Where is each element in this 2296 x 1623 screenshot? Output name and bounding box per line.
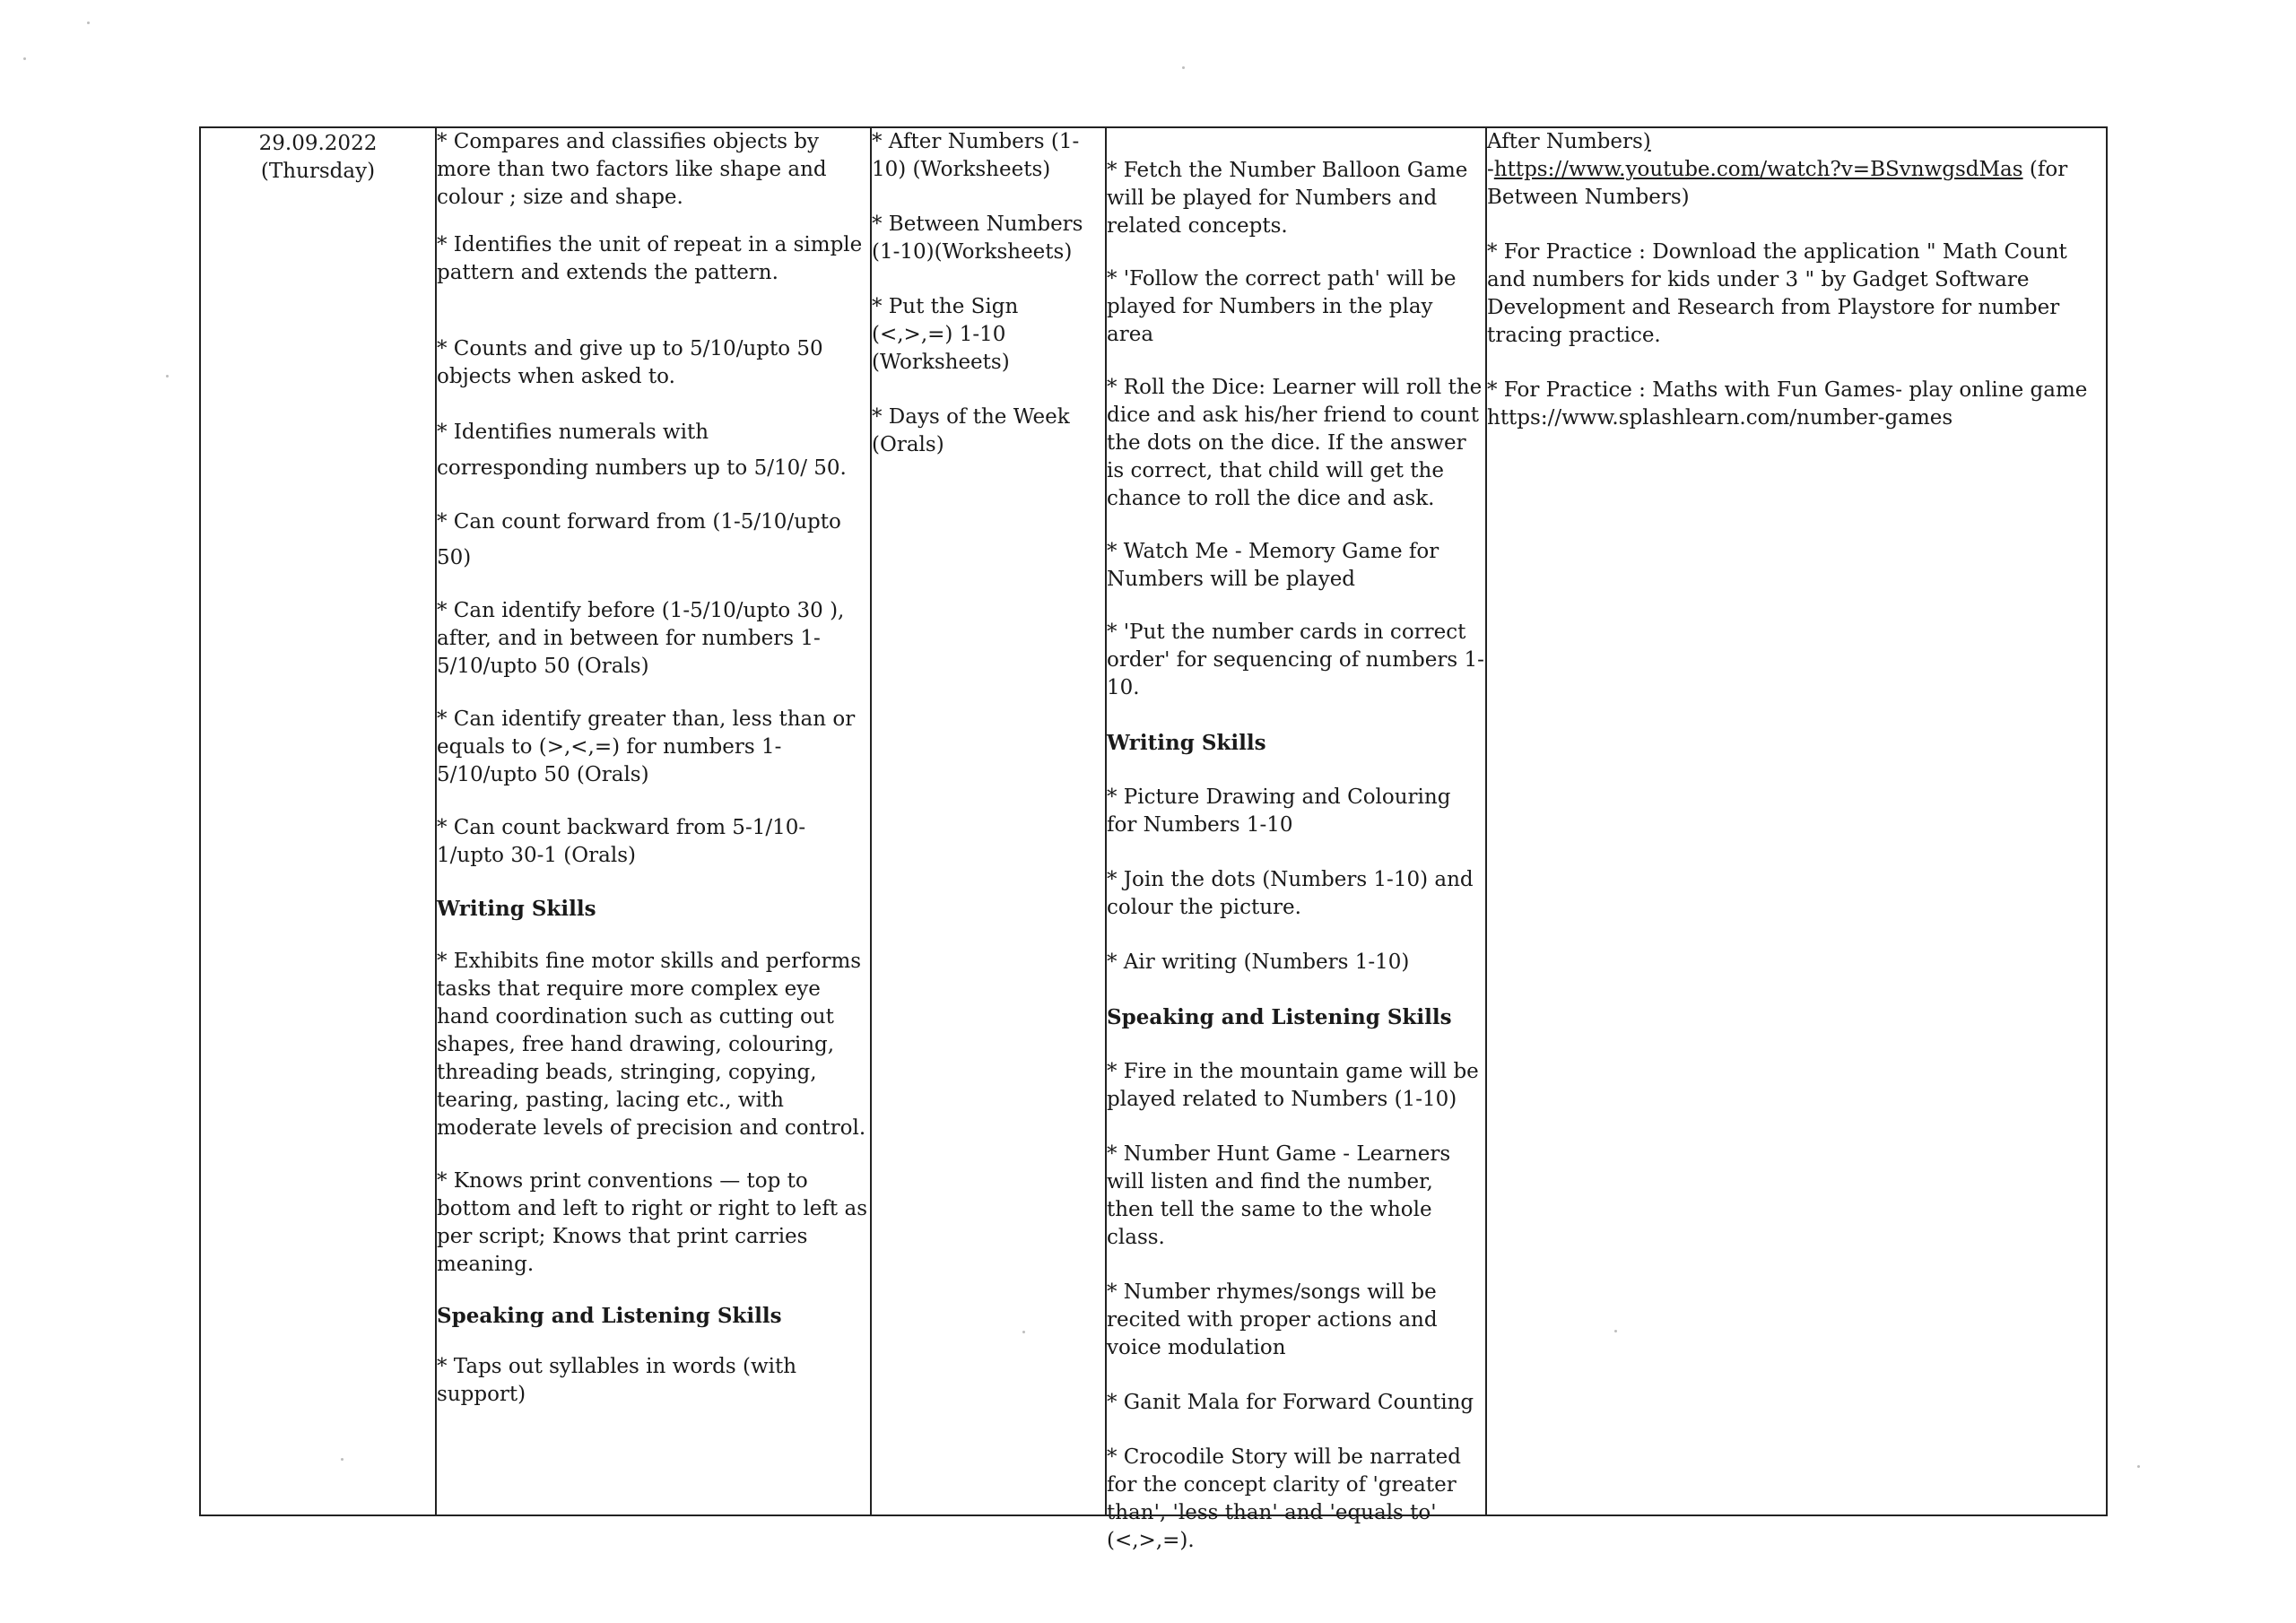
resource-link-line bbox=[1487, 156, 2106, 212]
scan-speck bbox=[166, 375, 169, 378]
assessment-item: * After Numbers (1-10) (Worksheets) bbox=[872, 130, 1080, 181]
activity-item: * 'Put the number cards in correct order' for sequencing of numbers 1-10. bbox=[1107, 621, 1484, 699]
outcome-item: * Identifies the unit of repeat in a simple pattern and extends the pattern. bbox=[437, 233, 863, 284]
assessment-item: * Put the Sign (<,>,=) 1-10 (Worksheets) bbox=[872, 295, 1019, 374]
activities-cell bbox=[1107, 128, 1487, 1552]
writing-skills-heading: Writing Skills bbox=[1107, 731, 1266, 755]
resource-heading-line bbox=[1487, 128, 2106, 156]
assessment-item: * Days of the Week (Orals) bbox=[872, 405, 1070, 456]
activity-item: * Crocodile Story will be narrated for the concept clarity of 'greater than', 'less than' and 'equals to' (<,>,=). bbox=[1107, 1445, 1461, 1552]
activity-item: * Picture Drawing and Colouring for Numbers 1-10 bbox=[1107, 785, 1451, 837]
practice-note: * For Practice : Maths with Fun Games- play online game https://www.splashlearn.com/number-games bbox=[1487, 378, 2088, 430]
outcome-item: * Counts and give up to 5/10/upto 50 objects when asked to. bbox=[437, 337, 823, 388]
learning-outcomes-cell bbox=[437, 128, 872, 1515]
activity-item: * Number Hunt Game - Learners will listen and find the number, then tell the same to the whole class. bbox=[1107, 1142, 1451, 1249]
outcome-item: * Identifies numerals with corresponding numbers up to 5/10/ 50. bbox=[437, 421, 847, 480]
speaking-listening-heading: Speaking and Listening Skills bbox=[437, 1304, 782, 1328]
outcome-item: * Knows print conventions — top to bottom and left to right or right to left as per script; Knows that print carries meaning. bbox=[437, 1169, 868, 1276]
date-cell bbox=[201, 128, 437, 1515]
outcome-item: * Can count backward from 5-1/10-1/upto 30-1 (Orals) bbox=[437, 816, 806, 867]
resources-cell bbox=[1487, 128, 2106, 1515]
youtube-link[interactable]: https://www.youtube.com/watch?v=BSvnwgsdMas bbox=[1493, 158, 2023, 181]
lesson-plan-table bbox=[199, 126, 2108, 1552]
outcome-item: * Can identify greater than, less than or equals to (>,<,=) for numbers 1-5/10/upto 50 (Orals) bbox=[437, 707, 856, 786]
activity-item: * Ganit Mala for Forward Counting bbox=[1107, 1391, 1474, 1414]
activity-item: * 'Follow the correct path' will be played for Numbers in the play area bbox=[1107, 267, 1457, 346]
outcome-item: * Can count forward from (1-5/10/upto 50) bbox=[437, 510, 841, 569]
day-text: (Thursday) bbox=[260, 160, 376, 183]
activity-item: * Air writing (Numbers 1-10) bbox=[1107, 950, 1410, 974]
outcome-item: * Compares and classifies objects by more than two factors like shape and colour ; size and shape. bbox=[437, 130, 827, 209]
activity-item: * Join the dots (Numbers 1-10) and colour the picture. bbox=[1107, 868, 1474, 919]
writing-skills-heading: Writing Skills bbox=[437, 897, 596, 921]
activity-item: * Number rhymes/songs will be recited with proper actions and voice modulation bbox=[1107, 1280, 1438, 1359]
speaking-listening-heading: Speaking and Listening Skills bbox=[1107, 1005, 1452, 1029]
scan-speck bbox=[2137, 1465, 2140, 1468]
resource-label-paren: ) bbox=[1642, 130, 1651, 153]
resource-label: After Numbers bbox=[1487, 130, 1643, 153]
date-text: 29.09.2022 bbox=[258, 132, 378, 155]
scan-speck bbox=[1182, 66, 1185, 69]
practice-note: * For Practice : Download the application " Math Count and numbers for kids under 3 " by Gadget Software Development and Research from Playstore for number tracing practice. bbox=[1487, 240, 2067, 347]
link-prefix: - bbox=[1487, 158, 1494, 181]
activity-item: * Fire in the mountain game will be played related to Numbers (1-10) bbox=[1107, 1060, 1479, 1111]
scan-speck bbox=[87, 22, 90, 24]
activity-item: * Watch Me - Memory Game for Numbers will be played bbox=[1107, 540, 1439, 591]
activity-item: * Fetch the Number Balloon Game will be played for Numbers and related concepts. bbox=[1107, 159, 1468, 238]
outcome-item: * Taps out syllables in words (with support) bbox=[437, 1355, 797, 1406]
scan-speck bbox=[23, 57, 26, 60]
assessment-cell bbox=[872, 128, 1107, 1515]
outcome-item: * Exhibits fine motor skills and performs tasks that require more complex eye hand coordination such as cutting out shapes, free hand drawing, colouring, threading beads, stringing, copying, tearing, pasting, lacing etc., with moderate levels of precision and control. bbox=[437, 950, 866, 1140]
assessment-item: * Between Numbers (1-10)(Worksheets) bbox=[872, 213, 1083, 264]
link-suffix: (for Between Numbers) bbox=[1487, 158, 2068, 209]
activity-item: * Roll the Dice: Learner will roll the dice and ask his/her friend to count the dots on the dice. If the answer is correct, that child will get the chance to roll the dice and ask. bbox=[1107, 376, 1483, 510]
outcome-item: * Can identify before (1-5/10/upto 30 ), after, and in between for numbers 1-5/10/upto 50 (Orals) bbox=[437, 599, 845, 678]
